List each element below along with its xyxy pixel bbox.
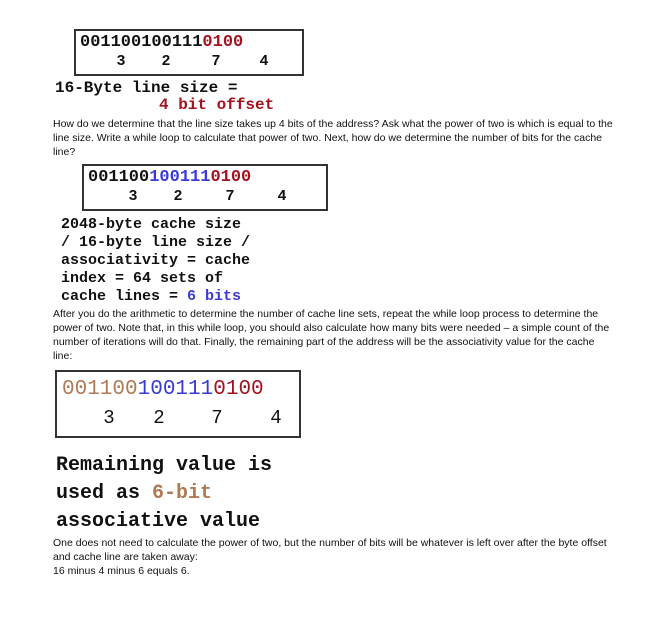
address-bits-1-offset: 0100 xyxy=(202,33,244,52)
heading-line-size-1: 16-Byte line size = xyxy=(55,79,238,97)
group-digit: 3 xyxy=(116,53,126,70)
address-groups-3 xyxy=(91,407,309,429)
group-digit: 7 xyxy=(225,188,235,205)
address-groups-1 xyxy=(106,53,292,71)
address-bits-1-upper: 001100100111 xyxy=(80,33,203,52)
address-bits-3-assoc: 001100 xyxy=(62,378,138,401)
heading-cache-index-1: 2048-byte cache size xyxy=(61,216,242,233)
heading-cache-index-5 xyxy=(61,288,250,306)
paragraph-conclusion-text: One does not need to calculate the power of two, but the number of bits will be whatever is left over after the byte offset and cache line are taken away: xyxy=(53,537,607,563)
group-digit: 3 xyxy=(103,407,115,429)
group-digit: 4 xyxy=(259,53,269,70)
heading-associative-1: Remaining value is xyxy=(56,454,273,477)
address-bits-3-offset: 0100 xyxy=(213,378,264,401)
heading-cache-index-3: associativity = cache xyxy=(61,252,251,269)
address-groups-2 xyxy=(118,188,312,206)
heading-associative-2 xyxy=(56,480,272,508)
address-bits-2 xyxy=(88,168,251,188)
group-digit: 2 xyxy=(173,188,183,205)
heading-line-size xyxy=(55,80,274,114)
group-digit: 7 xyxy=(211,407,223,429)
address-diagram-2 xyxy=(82,164,328,211)
group-digit: 2 xyxy=(153,407,165,429)
heading-associative-2-prefix: used as xyxy=(56,482,153,505)
group-digit: 4 xyxy=(277,188,287,205)
heading-associative xyxy=(56,452,272,536)
heading-cache-index-2: / 16-byte line size / xyxy=(61,234,251,251)
address-diagram-1 xyxy=(74,29,304,76)
heading-index-bits: 6 bits xyxy=(187,288,242,305)
group-digit: 7 xyxy=(211,53,221,70)
heading-offset: 4 bit offset xyxy=(159,96,275,114)
paragraph-index-explanation: After you do the arithmetic to determine the number of cache line sets, repeat the while loop process to determine the power of two. Note that, in this while loop, you should also calculate how many bits were needed – a simple count of the number of iterations will do that. Finally, the remaining part of the address will be the associativity value for the cache line: xyxy=(53,308,610,362)
group-digit: 3 xyxy=(128,188,138,205)
address-bits-3-index: 100111 xyxy=(137,378,214,401)
address-diagram-3 xyxy=(55,370,301,438)
address-bits-2-offset: 0100 xyxy=(210,168,252,187)
address-bits-3 xyxy=(62,378,264,402)
heading-cache-index-5-prefix: cache lines = xyxy=(61,288,188,305)
heading-associative-bits: 6-bit xyxy=(152,482,213,505)
heading-cache-index xyxy=(61,216,250,306)
heading-cache-index-4: index = 64 sets of xyxy=(61,270,224,287)
group-digit: 4 xyxy=(270,407,282,429)
address-bits-1 xyxy=(80,33,243,53)
address-bits-2-index: 100111 xyxy=(149,168,211,187)
paragraph-offset-explanation: How do we determine that the line size takes up 4 bits of the address? Ask what the power of two is which is equal to the line size. Write a while loop to calculate that power of two. Next, how do we determine the number of bits for the cache line? xyxy=(53,118,613,158)
heading-associative-3: associative value xyxy=(56,510,261,533)
group-digit: 2 xyxy=(161,53,171,70)
address-bits-2-tag: 001100 xyxy=(88,168,150,187)
paragraph-conclusion-equation: 16 minus 4 minus 6 equals 6. xyxy=(53,565,190,577)
paragraph-conclusion xyxy=(53,536,613,578)
